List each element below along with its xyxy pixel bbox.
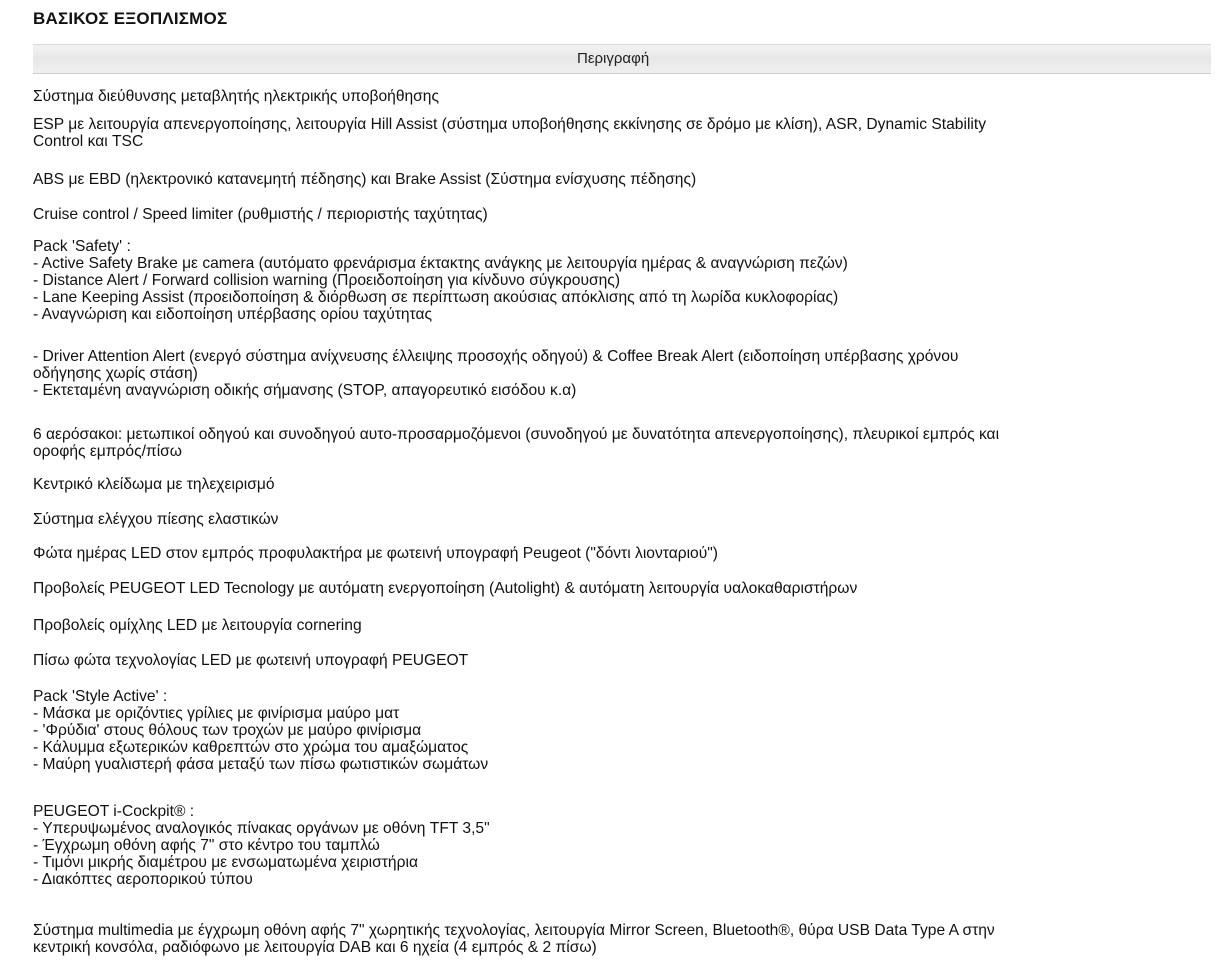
item-line: - 'Φρύδια' στους θόλους των τροχών με μαύρο φινίρισμα [33, 722, 422, 739]
item-line: Control και TSC [33, 133, 144, 150]
item-line: - Driver Attention Alert (ενεργό σύστημα ανίχνευσης έλλειψης προσοχής οδηγού) & Coffee Break Alert (ειδοποίηση υπέρβασης χρόνου [33, 348, 959, 365]
equipment-item [33, 206, 1203, 223]
item-line: Προβολείς ομίχλης LED με λειτουργία cornering [33, 617, 362, 634]
item-line: - Έγχρωμη οθόνη αφής 7" στο κέντρο του ταμπλώ [33, 837, 380, 854]
equipment-item [33, 116, 1203, 150]
item-line: Πίσω φώτα τεχνολογίας LED με φωτεινή υπογραφή PEUGEOT [33, 652, 469, 669]
equipment-item [33, 426, 1203, 460]
item-line: - Distance Alert / Forward collision warning (Προειδοποίηση για κίνδυνο σύγκρουσης) [33, 272, 621, 289]
item-line: - Αναγνώριση και ειδοποίηση υπέρβασης ορίου ταχύτητας [33, 306, 433, 323]
item-line: - Υπερυψωμένος αναλογικός πίνακας οργάνων με οθόνη TFT 3,5" [33, 820, 490, 837]
item-line: οροφής εμπρός/πίσω [33, 443, 182, 460]
equipment-item [33, 922, 1203, 956]
item-line: οδήγησης χωρίς στάση) [33, 365, 198, 382]
item-line: Pack 'Style Active' : [33, 688, 168, 705]
item-line: Σύστημα ελέγχου πίεσης ελαστικών [33, 511, 279, 528]
item-line: 6 αερόσακοι: μετωπικοί οδηγού και συνοδηγού αυτο-προσαρμοζόμενοι (συνοδηγού με δυνατότητα απενεργοποίησης), πλευρικοί εμπρός και [33, 426, 1000, 443]
item-line: - Active Safety Brake με camera (αυτόματο φρενάρισμα έκτακτης ανάγκης με λειτουργία ημέρας & αναγνώριση πεζών) [33, 255, 848, 272]
item-line: - Διακόπτες αεροπορικού τύπου [33, 871, 253, 888]
equipment-item [33, 580, 1203, 597]
item-line: Σύστημα διεύθυνσης μεταβλητής ηλεκτρικής υποβοήθησης [33, 88, 439, 105]
item-line: - Τιμόνι μικρής διαμέτρου με ενσωματωμένα χειριστήρια [33, 854, 418, 871]
document-title: ΒΑΣΙΚΟΣ ΕΞΟΠΛΙΣΜΟΣ [33, 9, 228, 28]
item-line: - Κάλυμμα εξωτερικών καθρεπτών στο χρώμα του αμαξώματος [33, 739, 469, 756]
equipment-item [33, 171, 1203, 188]
equipment-item [33, 88, 1203, 105]
item-line: κεντρική κονσόλα, ραδιόφωνο με λειτουργία DAB και 6 ηχεία (4 εμπρός & 2 πίσω) [33, 939, 597, 956]
item-line: - Lane Keeping Assist (προειδοποίηση & διόρθωση σε περίπτωση ακούσιας απόκλισης από τη λωρίδα κυκλοφορίας) [33, 289, 839, 306]
equipment-item [33, 617, 1203, 634]
item-line: Σύστημα multimedia με έγχρωμη οθόνη αφής 7" χωρητικής τεχνολογίας, λειτουργία Mirror Screen, Bluetooth®, θύρα USB Data Type A στην [33, 922, 995, 939]
equipment-item [33, 476, 1203, 493]
equipment-item [33, 511, 1203, 528]
equipment-item-pack-safety [33, 238, 1203, 323]
item-line: - Μαύρη γυαλιστερή φάσα μεταξύ των πίσω φωτιστικών σωμάτων [33, 756, 489, 773]
item-line: Προβολείς PEUGEOT LED Tecnology με αυτόματη ενεργοποίηση (Autolight) & αυτόματη λειτουργία υαλοκαθαριστήρων [33, 580, 858, 597]
item-line: PEUGEOT i-Cockpit® : [33, 803, 195, 820]
item-line: - Εκτεταμένη αναγνώριση οδικής σήμανσης (STOP, απαγορευτικό εισόδου κ.α) [33, 382, 577, 399]
equipment-item [33, 545, 1203, 562]
column-header-description: Περιγραφή [577, 50, 650, 67]
item-line: Pack 'Safety' : [33, 238, 131, 255]
item-line: ESP με λειτουργία απενεργοποίησης, λειτουργία Hill Assist (σύστημα υποβοήθησης εκκίνησης σε δρόμο με κλίση), ASR, Dynamic Stability [33, 116, 987, 133]
item-line: Φώτα ημέρας LED στον εμπρός προφυλακτήρα με φωτεινή υπογραφή Peugeot ("δόντι λιονταριού") [33, 545, 718, 562]
item-line: Cruise control / Speed limiter (ρυθμιστής / περιοριστής ταχύτητας) [33, 206, 488, 223]
item-line: - Μάσκα με οριζόντιες γρίλιες με φινίρισμα μαύρο ματ [33, 705, 400, 722]
equipment-item [33, 348, 1203, 399]
item-line: ABS με EBD (ηλεκτρονικό κατανεμητή πέδησης) και Brake Assist (Σύστημα ενίσχυσης πέδησης) [33, 171, 697, 188]
equipment-item [33, 652, 1203, 669]
item-line: Κεντρικό κλείδωμα με τηλεχειρισμό [33, 476, 275, 493]
equipment-item-i-cockpit [33, 803, 1203, 888]
equipment-item-pack-style-active [33, 688, 1203, 773]
